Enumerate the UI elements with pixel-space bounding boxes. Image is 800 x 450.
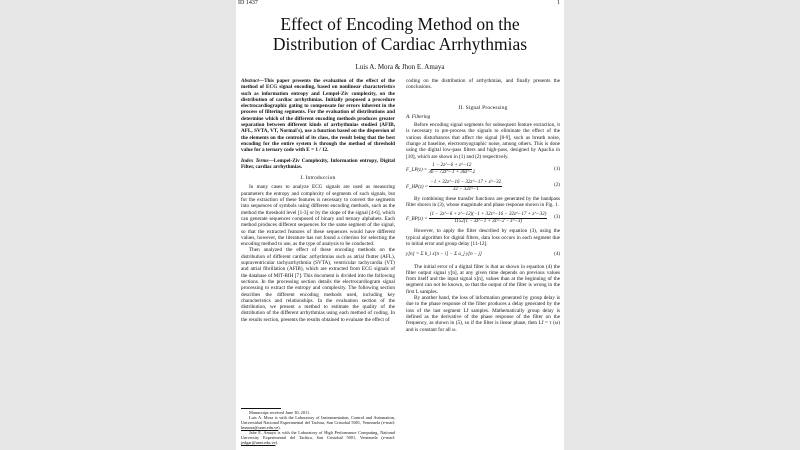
equation-3-numerator: (1 − 2z^−6 + z^−12)(−1 + 32z^−16 − 32z^−17 + z^−32) xyxy=(429,212,548,219)
equation-1-number: (1) xyxy=(554,166,560,172)
equation-1-body xyxy=(406,163,475,177)
subsection-heading-filtering: A. Filtering xyxy=(406,113,431,120)
equation-2-denominator: 32 − 32z^−1 xyxy=(452,186,479,192)
equation-1 xyxy=(406,163,560,177)
equation-2-number: (2) xyxy=(554,183,560,189)
equation-1-numerator: 1 − 2z^−6 + z^−12 xyxy=(431,163,472,170)
equation-2-body xyxy=(406,180,502,194)
section-heading-introduction: I. Introduccion xyxy=(300,175,336,182)
footnote-author-1 xyxy=(241,415,395,430)
equation-3-denominator: 1152(1 − 3z^−1 + 3z^−2 − z^−3) xyxy=(454,219,523,225)
index-terms-label: Index Terms xyxy=(241,157,269,164)
left-column xyxy=(241,78,395,323)
email-link-mora[interactable]: lmmora@unet.edu.ve xyxy=(241,425,279,430)
equation-2 xyxy=(406,180,560,194)
intro-continuation: coding on the distribution of arrhythmias, and finally presents the conclusions. xyxy=(406,78,560,91)
equation-4 xyxy=(406,252,560,258)
section-heading-signal-processing: II. Signal Processing xyxy=(458,104,508,111)
equation-1-denominator: 36 − 72z^−1 + 36z^−2 xyxy=(428,170,476,176)
paper-id: ID 1437 xyxy=(238,0,258,6)
footnotes xyxy=(241,408,395,445)
index-terms xyxy=(241,158,395,171)
filtering-paragraph-1: Before encoding signal segments for subsequent feature extraction, it is necessary to pre-process the signals to eliminate the effect of the various disturbances that affect the signal [8-9], such as breath noise, change at baseline, electromyographic noise, among others. This is done using the digital low-pass filters and high-pass, designed by Apaclia in [10], which are shown in (1) and (2) respectively. xyxy=(406,122,560,160)
filtering-paragraph-5: By another hand, the loss of information generated by group delay is due to the phase response of the filter produces a delay generated by the loss of the last segment Lf samples. Mathematically group delay is defined as the derivative of the phase response of the filter on the frequency, as shown in (5), so if the filter is linear phase, then Lf = τ (ω) and is constant for all ω. xyxy=(406,295,560,333)
paper-page xyxy=(236,0,564,450)
equation-1-lhs: F_LP(z) = xyxy=(406,167,428,173)
equation-3 xyxy=(406,212,560,226)
equation-3-number: (3) xyxy=(554,215,560,221)
equation-2-fraction xyxy=(429,180,502,194)
footnote-author-2-end: ). xyxy=(275,440,279,445)
footnote-rule xyxy=(241,408,281,409)
footnote-author-2-text: Jabe E. Amaya is with the Laboratory of High Performance Computing, National University Experimental del Tachira, San Cristobal 5001, Venezuela (e-mail: xyxy=(241,430,395,440)
intro-paragraph-2: Then analyzed the effect of these encoding methods on the distribution of different cardiac arrhythmias such as atrial flutter (AFL), supraventricular tachyarrhythmia (SVTA), ventricular tachycardia (VT) and atrial fibrillation (AFIB), which are extracted from ECG signals of the database of MIT-BIH [7]. This document is divided into the following sections. In the processing section details the electrocardiogram signal processing to extract the entropy and complexity. The following section describes the different encoding methods used, including key characteristics and relationships. In the evaluation section of the distribution, we present a method to estimate the quality of the distribution of the different arrhythmias using each method of coding. In the results section, presents the results obtained to evaluate the effect of xyxy=(241,247,395,323)
equation-4-body: y[n] = Σ b_i x[n − i] − Σ a_j y[n − j] xyxy=(406,252,482,258)
equation-2-numerator: −1 + 32z^−16 − 32z^−17 + z^−32 xyxy=(429,180,502,187)
paper-title: Effect of Encoding Method on the Distribution of Cardiac Arrhythmias xyxy=(272,14,528,54)
footnote-author-2 xyxy=(241,430,395,445)
intro-paragraph-1: In many cases to analyze ECG signals are used as measuring parameters the entropy and complexity of segments of such signals, but for the extraction of these features is necessary to convert the segments into sequences of symbols using different encoding methods, such as the method the threshold level [1-3] or by the slope of the signal [4-6], which can generate sequences composed of binary and ternary alphabets. Each method produces different sequences for the same segment of the signal, so that the extracted features of these sequences would have different values, however, the literature has not found a criterion for selecting the encoding method to use, as the type of analysis to be conducted. xyxy=(241,184,395,248)
filtering-paragraph-2: By combining these transfer functions are generated by the bandpass filter shown in (3), whose magnitude and phase response shown in Fig. 1. xyxy=(406,196,560,209)
paper-authors: Luis A. Mora & Jhon E. Amaya xyxy=(355,63,445,71)
page-number: 1 xyxy=(557,0,560,6)
equation-2-lhs: F_HP(z) = xyxy=(406,184,429,190)
email-link-amaya[interactable]: jedgar@unet.edu.ve xyxy=(241,440,276,445)
equation-4-number: (4) xyxy=(554,252,560,258)
footnote-author-1-end: ). xyxy=(278,425,281,430)
equation-1-fraction xyxy=(429,163,476,177)
footnote-received: Manuscript received June 30, 2011. xyxy=(249,410,311,415)
filtering-paragraph-3: However, to apply the filter described by equation (3), using the typical algorithm for digital filters, data loss occurs in each segment due to initial error and group delay [11-12]. xyxy=(406,228,560,247)
equation-3-body xyxy=(406,212,547,226)
filtering-paragraph-4: The initial error of a digital filter is that as shown in equation (4) the filter output signal y[n], at any given time depends on previous values from itself and the input signal x[n], values than at the beginning of the segment can not be known, so that the output of the filter is wrong in the first L samples. xyxy=(406,263,560,295)
abstract-label: Abstract— xyxy=(241,78,265,84)
equation-3-fraction xyxy=(429,212,548,226)
equation-3-lhs: F_BP(z) = xyxy=(406,216,428,222)
abstract-text: This paper presents the evaluation of the effect of the method of ECG signal encoding, based on nonlinear characteristics such as information entropy and Lempel-Ziv complexity, on the distribution of cardiac arrhythmias. Initially proposed a procedure electrocardiographic gating to compensate for errors inherent in the process of filtering segments. For the evaluation of distributions and determine which of the different encoding methods produces greater separation between different kinds of arrhythmias studied (AFIB, AFL, SVTA, VT, Normal's), use a function based on the dispersion of the elements on the centroid of its class, the result being that the best encoding for the entire system is through the method of threshold value for a ternary code with E = 1 / 12. xyxy=(241,78,395,154)
abstract xyxy=(241,78,395,154)
index-terms-text: —Lempel-Ziv Complexity, Information entropy, Digital Filter, cardiac arrhythmias. xyxy=(241,157,395,170)
footnote-author-1-text: Luis A. Mora is with the Laboratory of Instrumentation, Control and Automation, Universidad Nacional Experimental del Tachira, San Cristobal 5001, Venezuela (e-mail: xyxy=(241,415,395,425)
right-column xyxy=(406,78,560,333)
